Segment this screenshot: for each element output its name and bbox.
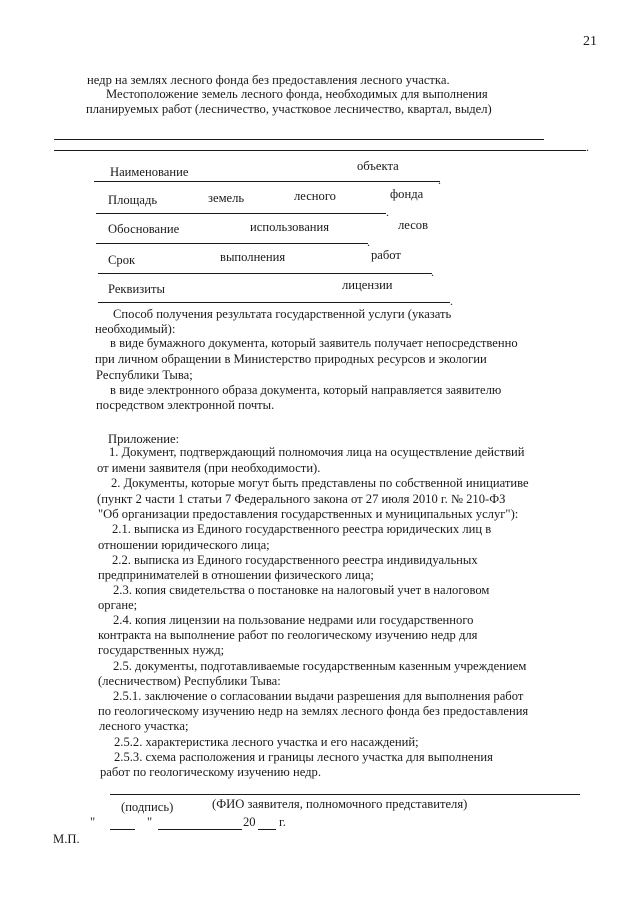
intro-line-3: планируемых работ (лесничество, участковое лесничество, квартал, выдел): [86, 102, 492, 116]
field-area-w2: земель: [208, 191, 245, 205]
date-open-quote: ": [90, 815, 96, 829]
appendix-line: 2.5.3. схема расположения и границы лесного участка для выполнения: [114, 750, 493, 764]
date-close-quote: ": [147, 815, 153, 829]
field-area-w1: Площадь: [108, 193, 158, 207]
method-option-1-line-1: в виде бумажного документа, который заявитель получает непосредственно: [110, 336, 518, 350]
date-month-rule: [158, 829, 242, 830]
method-option-1-line-2: при личном обращении в Министерство природных ресурсов и экологии: [95, 352, 487, 366]
field-justification-w1: Обоснование: [108, 222, 180, 236]
appendix-line: (пункт 2 части 1 статьи 7 Федерального закона от 27 июля 2010 г. № 210-ФЗ: [97, 492, 506, 506]
field-name-rule: [94, 181, 440, 182]
location-rule-2-dot: .: [586, 140, 589, 154]
field-area-dot: .: [386, 205, 389, 219]
field-justification-dot: .: [367, 235, 370, 249]
appendix-line: по геологическому изучению недр на землях лесного фонда без предоставления: [98, 704, 529, 718]
location-rule-1: [54, 139, 544, 140]
date-day-rule: [110, 829, 135, 830]
intro-line-1: недр на землях лесного фонда без предоставления лесного участка.: [87, 73, 450, 87]
field-area-w3: лесного: [294, 189, 336, 203]
field-justification-w3: лесов: [398, 218, 429, 232]
appendix-line: 2.1. выписка из Единого государственного реестра юридических лиц в: [112, 522, 492, 536]
field-term-w2: выполнения: [220, 250, 286, 264]
appendix-line: органе;: [98, 598, 138, 612]
stamp-label: М.П.: [53, 832, 80, 846]
field-details-rule: [98, 302, 450, 303]
page-number: 21: [583, 34, 597, 49]
intro-line-2: Местоположение земель лесного фонда, необходимых для выполнения: [106, 87, 488, 101]
appendix-line: 2.5. документы, подготавливаемые государственным казенным учреждением: [113, 659, 527, 673]
method-option-2-line-2: посредством электронной почты.: [96, 398, 275, 412]
appendix-line: работ по геологическому изучению недр.: [100, 765, 321, 779]
field-details-w1: Реквизиты: [108, 282, 165, 296]
field-name-w1: Наименование: [110, 165, 189, 179]
appendix-line: 2.2. выписка из Единого государственного реестра индивидуальных: [112, 553, 478, 567]
location-rule-2: [54, 150, 586, 151]
date-year-rule: [258, 829, 276, 830]
method-line-2: необходимый):: [95, 322, 176, 336]
field-name-w3: объекта: [357, 159, 399, 173]
appendix-line: государственных нужд;: [98, 643, 225, 657]
field-area-rule: [96, 213, 386, 214]
appendix-line: (лесничеством) Республики Тыва:: [98, 674, 281, 688]
appendix-line: отношении юридического лица;: [98, 538, 270, 552]
field-details-w3: лицензии: [342, 278, 393, 292]
signature-label: (подпись): [121, 800, 174, 814]
field-term-w1: Срок: [108, 253, 136, 267]
date-year-suffix: г.: [279, 815, 286, 829]
appendix-line: 2.4. копия лицензии на пользование недрами или государственного: [113, 613, 474, 627]
appendix-title: Приложение:: [108, 432, 180, 446]
signature-rule: [110, 794, 580, 795]
appendix-line: 2.5.2. характеристика лесного участка и его насаждений;: [114, 735, 419, 749]
field-area-w4: фонда: [390, 187, 424, 201]
method-line-1: Способ получения результата государственной услуги (указать: [113, 307, 452, 321]
field-justification-w2: использования: [250, 220, 330, 234]
appendix-line: предпринимателей в отношении физического лица;: [98, 568, 374, 582]
method-option-2-line-1: в виде электронного образа документа, который направляется заявителю: [110, 383, 502, 397]
appendix-line: лесного участка;: [99, 719, 189, 733]
field-name-dot: .: [438, 173, 441, 187]
appendix-line: контракта на выполнение работ по геологическому изучению недр для: [98, 628, 478, 642]
appendix-line: от имени заявителя (при необходимости).: [97, 461, 321, 475]
field-details-dot: .: [450, 294, 453, 308]
field-justification-rule: [96, 243, 368, 244]
appendix-line: 2.5.1. заключение о согласовании выдачи разрешения для выполнения работ: [113, 689, 524, 703]
appendix-line: 2. Документы, которые могут быть представлены по собственной инициативе: [111, 476, 529, 490]
field-term-w3: работ: [371, 248, 401, 262]
appendix-line: 2.3. копия свидетельства о постановке на налоговый учет в налоговом: [113, 583, 490, 597]
appendix-line: "Об организации предоставления государственных и муниципальных услуг"):: [98, 507, 519, 521]
fio-label: (ФИО заявителя, полномочного представителя): [212, 797, 468, 811]
appendix-line: 1. Документ, подтверждающий полномочия лица на осуществление действий: [109, 445, 525, 459]
field-term-rule: [98, 273, 432, 274]
date-year-prefix: 20: [243, 815, 256, 829]
field-term-dot: .: [431, 265, 434, 279]
method-option-1-line-3: Республики Тыва;: [96, 368, 193, 382]
